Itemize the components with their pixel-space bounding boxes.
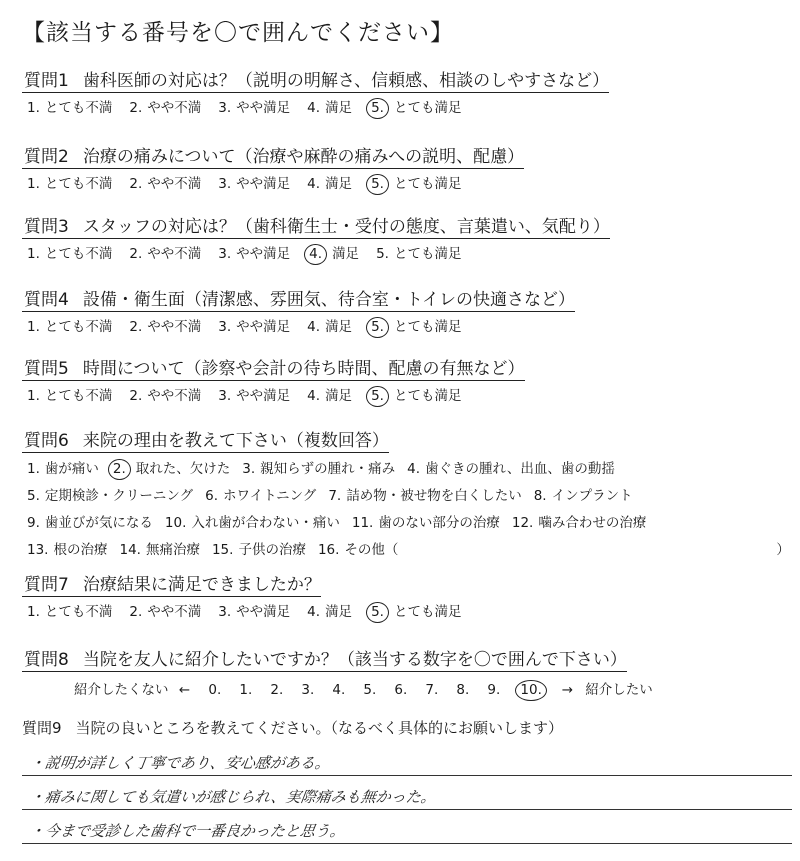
scale-value[interactable] xyxy=(425,682,456,698)
handwritten-answer: ・説明が詳しく丁寧であり、安心感がある。 xyxy=(28,754,332,772)
question-4 xyxy=(22,285,792,338)
scale-number: 2. xyxy=(270,682,284,698)
answer-option[interactable] xyxy=(218,172,290,192)
answer-option[interactable] xyxy=(27,456,99,483)
answer-option[interactable] xyxy=(27,600,112,620)
option-label: 歯並びが気になる xyxy=(44,515,153,531)
option-label: 取れた、欠けた xyxy=(135,461,231,477)
answer-option[interactable] xyxy=(369,384,461,407)
scale-number: 8. xyxy=(456,682,470,698)
scale-number: 1. xyxy=(239,682,253,698)
answer-option[interactable] xyxy=(27,537,107,564)
question-8 xyxy=(22,645,792,701)
answer-options xyxy=(22,315,792,338)
answer-option[interactable] xyxy=(129,600,201,620)
scale-number: 0. xyxy=(208,682,222,698)
option-label: 満足 xyxy=(325,176,353,192)
option-row xyxy=(27,537,792,564)
answer-option[interactable] xyxy=(369,600,461,623)
option-label: やや不満 xyxy=(147,100,202,116)
answer-options xyxy=(22,456,792,564)
scale-value[interactable] xyxy=(487,682,518,698)
option-label: とても満足 xyxy=(393,319,462,335)
question-number: 質問5 xyxy=(24,359,69,379)
scale-number: 6. xyxy=(394,682,408,698)
option-number: 2. xyxy=(129,100,143,116)
option-number: 4. xyxy=(407,461,421,477)
option-number: 1. xyxy=(27,604,40,620)
option-label: とても不満 xyxy=(44,604,113,620)
option-label: 満足 xyxy=(325,100,353,116)
option-label: 満足 xyxy=(332,246,360,262)
answer-option[interactable] xyxy=(129,384,201,404)
option-number: 16. xyxy=(317,542,340,558)
option-number: 3. xyxy=(218,388,232,404)
option-number: 6. xyxy=(205,488,219,504)
scale-value[interactable] xyxy=(301,682,332,698)
option-label: 無痛治療 xyxy=(145,542,200,558)
option-number: 3. xyxy=(242,461,256,477)
option-label: やや不満 xyxy=(147,246,202,262)
scale-value[interactable] xyxy=(239,682,270,698)
answer-option[interactable] xyxy=(307,96,352,116)
answer-option[interactable] xyxy=(27,172,112,192)
answer-option[interactable] xyxy=(307,315,352,335)
scale-number: 4. xyxy=(332,682,346,698)
answer-option[interactable] xyxy=(27,315,112,335)
option-number-circled: 2. xyxy=(108,459,131,480)
question-title xyxy=(22,212,610,239)
answer-option[interactable] xyxy=(328,483,521,510)
answer-option[interactable] xyxy=(205,483,316,510)
option-number: 3. xyxy=(218,246,232,262)
option-label: とても不満 xyxy=(44,100,113,116)
answer-option[interactable] xyxy=(218,315,290,335)
option-label: やや不満 xyxy=(147,604,202,620)
question-text: 来院の理由を教えて下さい（複数回答） xyxy=(82,431,389,451)
scale-number: 5. xyxy=(363,682,377,698)
handwritten-answer: ・痛みに関しても気遣いが感じられ、実際痛みも無かった。 xyxy=(28,788,438,806)
answer-option[interactable] xyxy=(369,172,461,195)
option-number: 2. xyxy=(129,319,143,335)
option-label: 子供の治療 xyxy=(238,542,306,558)
question-9 xyxy=(22,717,792,738)
recommend-scale xyxy=(22,678,792,701)
option-number-circled: 5. xyxy=(366,317,389,338)
answer-line xyxy=(22,776,792,810)
answer-option[interactable] xyxy=(242,456,395,483)
answer-option[interactable] xyxy=(307,242,359,265)
question-text: 治療の痛みについて（治療や麻酔の痛みへの説明、配慮） xyxy=(82,147,525,167)
question-text: 設備・衛生面（清潔感、雰囲気、待合室・トイレの快適さなど） xyxy=(82,290,575,310)
question-text: 時間について（診察や会計の待ち時間、配慮の有無など） xyxy=(82,359,525,379)
answer-option[interactable] xyxy=(218,384,290,404)
option-label: とても満足 xyxy=(393,246,462,262)
option-number: 15. xyxy=(211,542,234,558)
scale-number: 9. xyxy=(487,682,501,698)
question-title xyxy=(22,717,792,738)
question-2 xyxy=(22,142,792,195)
answer-option[interactable] xyxy=(376,242,461,262)
scale-right-label: 紹介したい xyxy=(585,682,653,698)
answer-option[interactable] xyxy=(129,172,201,192)
answer-option[interactable] xyxy=(369,315,461,338)
answer-option[interactable] xyxy=(129,242,201,262)
option-number: 14. xyxy=(119,542,141,558)
answer-options xyxy=(22,600,792,623)
answer-option[interactable] xyxy=(212,537,306,564)
scale-number: 3. xyxy=(301,682,315,698)
scale-value-circled[interactable] xyxy=(518,680,549,701)
option-number: 1. xyxy=(27,388,40,404)
answer-option[interactable] xyxy=(27,510,153,537)
answer-option[interactable] xyxy=(369,96,461,119)
option-row xyxy=(27,456,792,483)
option-number-circled: 4. xyxy=(304,244,327,265)
option-label: 満足 xyxy=(325,604,353,620)
option-number: 8. xyxy=(533,488,547,504)
option-label: とても不満 xyxy=(44,176,113,192)
answer-options xyxy=(22,384,792,407)
question-text: 当院を友人に紹介したいですか？（該当する数字を〇で囲んで下さい） xyxy=(82,650,627,670)
answer-option[interactable] xyxy=(512,510,646,537)
scale-left-label: 紹介したくない xyxy=(74,682,169,698)
option-number: 5. xyxy=(27,488,40,504)
question-7 xyxy=(22,570,792,623)
right-arrow-icon: → xyxy=(561,682,574,698)
answer-option[interactable] xyxy=(307,172,352,192)
option-number: 5. xyxy=(376,246,389,262)
option-label: やや満足 xyxy=(236,246,291,262)
option-label: やや不満 xyxy=(147,319,202,335)
answer-option[interactable] xyxy=(111,456,230,483)
question-number: 質問8 xyxy=(24,650,69,670)
question-number: 質問2 xyxy=(24,147,69,167)
option-label: やや不満 xyxy=(147,176,202,192)
option-number-circled: 5. xyxy=(366,602,389,623)
question-3 xyxy=(22,212,792,265)
answer-option[interactable] xyxy=(129,96,201,116)
answer-option[interactable] xyxy=(534,483,633,510)
free-answer-area xyxy=(22,742,792,844)
option-number: 1. xyxy=(27,461,40,477)
answer-options xyxy=(22,172,792,195)
answer-option[interactable] xyxy=(307,384,352,404)
scale-number-circled: 10. xyxy=(515,680,546,701)
option-number: 1. xyxy=(27,319,40,335)
option-label: やや満足 xyxy=(236,319,291,335)
scale-value[interactable] xyxy=(270,682,301,698)
option-number: 3. xyxy=(218,319,232,335)
answer-options xyxy=(22,242,792,265)
question-number: 質問3 xyxy=(24,217,69,237)
option-number: 2. xyxy=(129,604,143,620)
question-title xyxy=(22,354,525,381)
option-number: 12. xyxy=(511,515,534,531)
option-label: 歯が痛い xyxy=(44,461,99,477)
option-label: 親知らずの腫れ・痛み xyxy=(260,461,396,477)
option-label: とても満足 xyxy=(393,604,462,620)
answer-option[interactable] xyxy=(318,537,790,564)
option-label: とても満足 xyxy=(393,100,462,116)
answer-option[interactable] xyxy=(27,242,112,262)
option-number: 10. xyxy=(164,515,187,531)
answer-option[interactable] xyxy=(407,456,615,483)
option-label: その他（ ） xyxy=(344,542,790,558)
option-label: やや満足 xyxy=(236,100,291,116)
option-row xyxy=(27,510,792,537)
question-title xyxy=(22,66,609,93)
option-number: 3. xyxy=(218,176,232,192)
option-label: インプラント xyxy=(551,488,633,504)
option-label: やや不満 xyxy=(147,388,202,404)
option-label: 詰め物・被せ物を白くしたい xyxy=(346,488,522,504)
option-number: 2. xyxy=(129,246,143,262)
answer-line xyxy=(22,742,792,776)
option-label: 定期検診・クリーニング xyxy=(44,488,194,504)
option-number: 1. xyxy=(27,246,40,262)
option-label: とても不満 xyxy=(44,388,113,404)
option-number: 4. xyxy=(307,100,321,116)
option-label: 満足 xyxy=(325,319,353,335)
scale-value[interactable] xyxy=(394,682,425,698)
option-number: 2. xyxy=(129,176,143,192)
answer-option[interactable] xyxy=(27,96,112,116)
answer-option[interactable] xyxy=(119,537,199,564)
question-text: 当院の良いところを教えてください。（なるべく具体的にお願いします） xyxy=(75,719,564,737)
question-6 xyxy=(22,426,792,564)
handwritten-answer: ・今まで受診した歯科で一番良かったと思う。 xyxy=(28,822,347,840)
option-label: 歯のない部分の治療 xyxy=(378,515,500,531)
question-title xyxy=(22,645,627,672)
option-label: やや満足 xyxy=(236,604,291,620)
question-number: 質問4 xyxy=(24,290,69,310)
option-label: とても不満 xyxy=(44,319,113,335)
scale-values xyxy=(208,680,549,701)
question-title xyxy=(22,285,575,312)
answer-option[interactable] xyxy=(307,600,352,620)
option-number: 3. xyxy=(218,100,232,116)
answer-option[interactable] xyxy=(27,384,112,404)
question-number: 質問1 xyxy=(24,71,69,91)
page-heading: 【該当する番号を〇で囲んでください】 xyxy=(22,20,454,46)
answer-option[interactable] xyxy=(27,483,193,510)
option-row xyxy=(27,483,792,510)
question-number: 質問9 xyxy=(22,719,62,737)
left-arrow-icon: ← xyxy=(178,682,191,698)
answer-option[interactable] xyxy=(352,510,500,537)
option-number-circled: 5. xyxy=(366,98,389,119)
option-label: 入れ歯が合わない・痛い xyxy=(191,515,340,531)
option-label: 満足 xyxy=(325,388,353,404)
question-number: 質問7 xyxy=(24,575,69,595)
question-text: 治療結果に満足できましたか？ xyxy=(82,575,321,595)
option-number: 4. xyxy=(307,388,321,404)
question-text: 歯科医師の対応は？（説明の明解さ、信頼感、相談のしやすさなど） xyxy=(82,71,610,91)
question-title xyxy=(22,570,321,597)
answer-option[interactable] xyxy=(218,600,290,620)
option-label: 歯ぐきの腫れ、出血、歯の動揺 xyxy=(425,461,615,477)
question-text: スタッフの対応は？（歯科衛生士・受付の態度、言葉遣い、気配り） xyxy=(82,217,610,237)
question-title xyxy=(22,142,524,169)
option-label: やや満足 xyxy=(236,388,291,404)
question-number: 質問6 xyxy=(24,431,69,451)
option-number: 11. xyxy=(351,515,374,531)
option-number: 2. xyxy=(129,388,143,404)
option-label: とても満足 xyxy=(393,176,462,192)
scale-value[interactable] xyxy=(208,682,239,698)
scale-value[interactable] xyxy=(363,682,394,698)
scale-value[interactable] xyxy=(332,682,363,698)
option-number: 7. xyxy=(328,488,342,504)
option-label: やや満足 xyxy=(236,176,291,192)
option-label: とても不満 xyxy=(44,246,113,262)
option-label: ホワイトニング xyxy=(223,488,317,504)
question-title xyxy=(22,426,389,453)
option-number: 4. xyxy=(307,176,321,192)
answer-option[interactable] xyxy=(129,315,201,335)
option-number-circled: 5. xyxy=(366,174,389,195)
option-number: 1. xyxy=(27,176,40,192)
option-number: 1. xyxy=(27,100,40,116)
option-label: 噛み合わせの治療 xyxy=(538,515,647,531)
question-5 xyxy=(22,354,792,407)
option-number-circled: 5. xyxy=(366,386,389,407)
option-number: 9. xyxy=(27,515,40,531)
answer-option[interactable] xyxy=(218,96,290,116)
answer-option[interactable] xyxy=(218,242,290,262)
option-number: 4. xyxy=(307,604,321,620)
option-number: 3. xyxy=(218,604,232,620)
option-number: 13. xyxy=(27,542,49,558)
option-number: 4. xyxy=(307,319,321,335)
answer-option[interactable] xyxy=(165,510,340,537)
answer-line xyxy=(22,810,792,844)
scale-number: 7. xyxy=(425,682,439,698)
scale-value[interactable] xyxy=(456,682,487,698)
question-1 xyxy=(22,66,792,119)
option-label: 根の治療 xyxy=(53,542,108,558)
answer-options xyxy=(22,96,792,119)
option-label: とても満足 xyxy=(393,388,462,404)
